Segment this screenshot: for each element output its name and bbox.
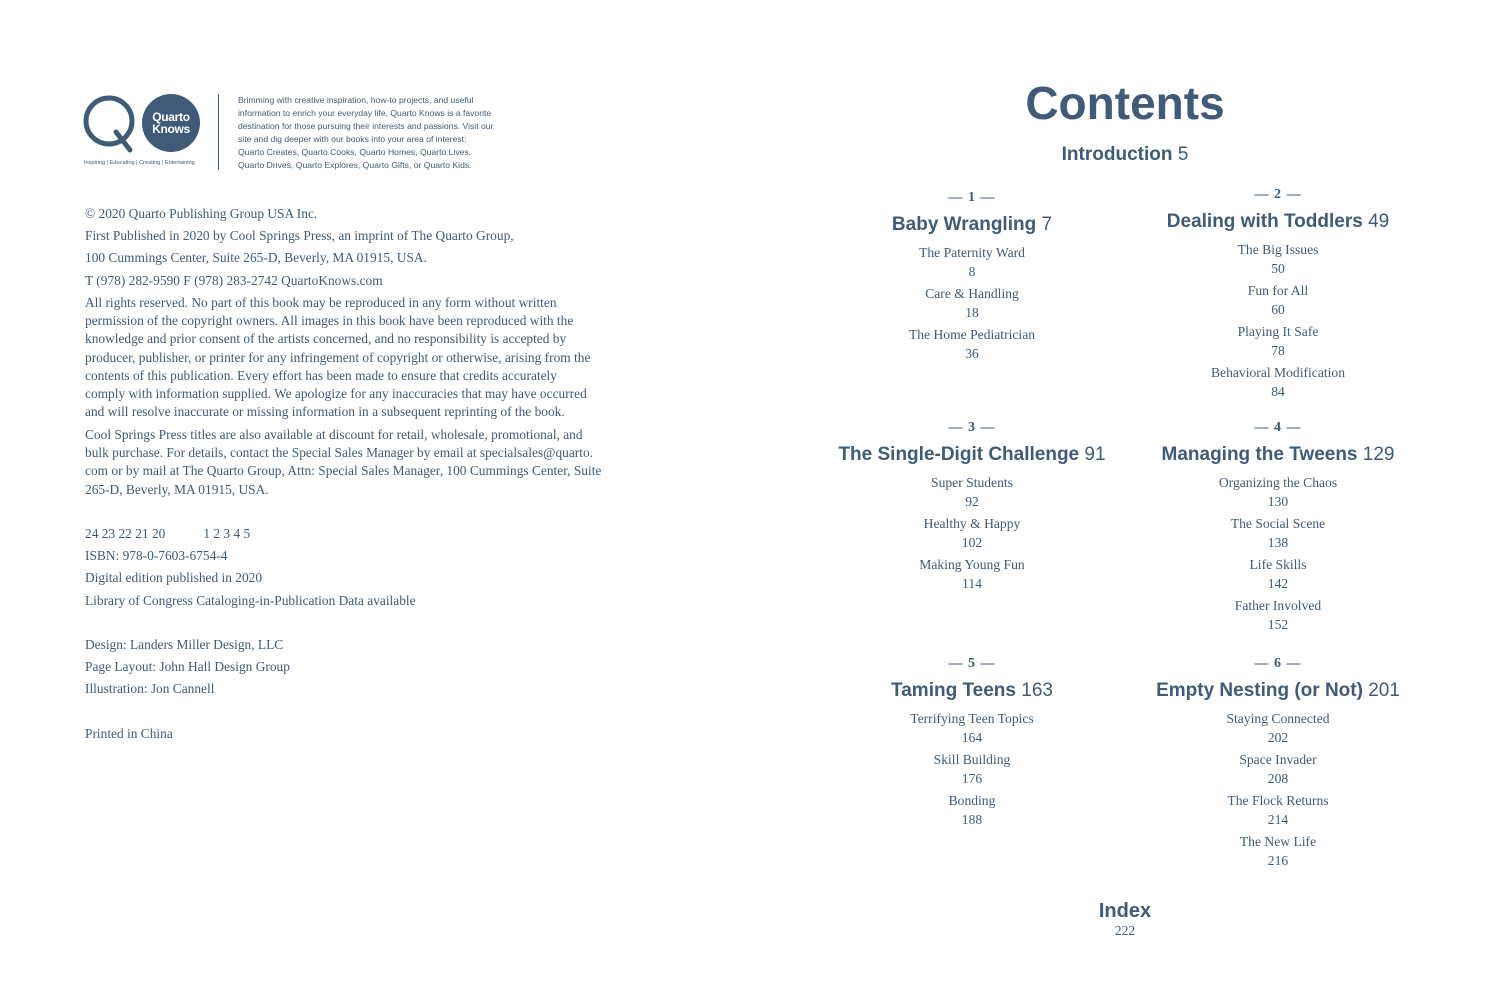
section-title[interactable]: Playing It Safe (1237, 324, 1319, 339)
chapter-sections (1128, 241, 1428, 401)
chapter-title-text: Empty Nesting (or Not) (1156, 680, 1363, 701)
section-page: 208 (1267, 770, 1289, 786)
chapter-title[interactable] (1128, 211, 1428, 233)
section-page: 102 (961, 534, 983, 550)
page-layout-credit: Page Layout: John Hall Design Group (85, 659, 290, 675)
section-page: 60 (1271, 301, 1285, 317)
section-title[interactable]: Skill Building (933, 752, 1011, 767)
section-page: 130 (1267, 493, 1289, 509)
blurb-line: information to enrich your everyday life, Quarto Knows is a favorite (238, 108, 492, 118)
rights-line: All rights reserved. No part of this book may be reproduced in any form without written (85, 295, 557, 310)
rights-line: comply with information supplied. We apologize for any inaccuracies that may have occurred (85, 386, 587, 402)
logo-tagline: Inspiring | Educating | Creating | Entertaining (84, 160, 195, 166)
blurb-line: Quarto Drives, Quarto Explores, Quarto Gifts, or Quarto Kids. (238, 160, 472, 170)
section-title[interactable]: Life Skills (1249, 557, 1307, 572)
chapter-number: — 3 — (948, 420, 996, 435)
chapter-number: — 4 — (1254, 420, 1302, 435)
blurb-line: Quarto Creates, Quarto Cooks, Quarto Homes, Quarto Lives, (238, 147, 472, 157)
section-page: 84 (1271, 383, 1285, 399)
intro-page: 5 (1177, 144, 1189, 165)
section-page: 92 (965, 493, 979, 509)
chapter-title-text: Baby Wrangling (891, 214, 1037, 235)
section-title[interactable]: Organizing the Chaos (1218, 475, 1338, 490)
q-letter-icon (82, 92, 138, 154)
chapter-sections (822, 474, 1122, 593)
chapter-page: 201 (1368, 680, 1400, 701)
chapter-sections (822, 710, 1122, 829)
loc-line: Library of Congress Cataloging-in-Publication Data available (85, 592, 416, 608)
chapter-title[interactable] (1128, 444, 1428, 466)
sales-line: bulk purchase. For details, contact the Special Sales Manager by email at specialsales@quarto. (85, 445, 593, 461)
first-published-line: First Published in 2020 by Cool Springs Press, an imprint of The Quarto Group, (85, 228, 514, 244)
section-page: 142 (1267, 575, 1289, 591)
chapter-sections (1128, 474, 1428, 634)
rights-line: knowledge and prior consent of the artists concerned, and no responsibility is accepted by (85, 331, 567, 347)
section-title[interactable]: Terrifying Teen Topics (910, 711, 1034, 726)
chapter-title-text: Taming Teens (891, 680, 1016, 701)
toc-index[interactable] (1075, 900, 1175, 939)
chapter-page: 163 (1021, 680, 1053, 701)
address-line: 100 Cummings Center, Suite 265-D, Beverly, MA 01915, USA. (85, 250, 427, 266)
sales-line: Cool Springs Press titles are also available at discount for retail, wholesale, promotional, and (85, 427, 583, 442)
chapter-title[interactable] (822, 444, 1122, 466)
phone-line: T (978) 282-9590 F (978) 283-2742 QuartoKnows.com (85, 272, 383, 288)
credits (85, 636, 675, 699)
rights-paragraph (85, 294, 675, 421)
toc-chapter (1128, 187, 1428, 405)
section-title[interactable]: Father Involved (1234, 598, 1322, 613)
section-page: 216 (1267, 852, 1289, 868)
chapter-title-text: The Single-Digit Challenge (838, 444, 1080, 465)
rights-line: contents of this publication. Every effort has been made to ensure that credits accurately (85, 367, 557, 383)
blurb-line: Brimming with creative inspiration, how-to projects, and useful (238, 95, 474, 105)
copyright-line: © 2020 Quarto Publishing Group USA Inc. (85, 206, 318, 221)
blurb-line: site and dig deeper with our books into your area of interest: (238, 134, 467, 144)
contents-heading-wrap (1000, 76, 1250, 130)
section-page: 176 (961, 770, 983, 786)
logo-divider (218, 94, 219, 170)
sales-paragraph (85, 426, 675, 499)
rights-line: and will resolve inaccurate or missing information in a subsequent reprinting of the book. (85, 404, 565, 420)
printed-info (85, 725, 675, 743)
quarto-knows-logo (82, 92, 204, 172)
section-title[interactable]: The Paternity Ward (919, 245, 1025, 260)
chapter-title[interactable] (822, 214, 1122, 236)
chapter-title[interactable] (822, 680, 1122, 702)
chapter-number: — 6 — (1254, 656, 1302, 671)
section-page: 8 (968, 263, 976, 279)
quarto-knows-badge (142, 94, 200, 152)
chapter-sections (822, 244, 1122, 363)
toc-chapter (1128, 656, 1428, 874)
chapter-title-text: Managing the Tweens (1161, 444, 1358, 465)
toc-chapter (822, 190, 1122, 367)
section-title[interactable]: Bonding (948, 793, 996, 808)
section-title[interactable]: Behavioral Modification (1210, 365, 1345, 380)
sales-line: 265-D, Beverly, MA 01915, USA. (85, 481, 269, 497)
section-title[interactable]: Healthy & Happy (923, 516, 1021, 531)
section-page: 78 (1271, 342, 1285, 358)
rights-line: permission of the copyright owners. All images in this book have been reproduced with the (85, 313, 574, 329)
chapter-number: — 2 — (1254, 187, 1302, 202)
contents-page (750, 0, 1500, 1000)
chapter-page: 49 (1368, 211, 1390, 232)
print-runs: 1 2 3 4 5 (203, 526, 251, 541)
chapter-number: — 5 — (948, 656, 996, 671)
section-title[interactable]: The Home Pediatrician (908, 327, 1036, 342)
illustration-credit: Illustration: Jon Cannell (85, 681, 215, 697)
chapter-title-text: Dealing with Toddlers (1166, 211, 1363, 232)
index-label: Index (1098, 900, 1152, 922)
section-page: 50 (1271, 260, 1285, 276)
section-page: 138 (1267, 534, 1289, 550)
logo-badge-line1: Quarto (152, 110, 190, 124)
intro-label: Introduction (1061, 144, 1173, 165)
chapter-title[interactable] (1128, 680, 1428, 702)
section-title[interactable]: The Big Issues (1237, 242, 1319, 257)
section-page: 164 (961, 729, 983, 745)
design-credit: Design: Landers Miller Design, LLC (85, 637, 284, 652)
section-title[interactable]: Super Students (931, 475, 1013, 490)
section-page: 18 (965, 304, 979, 320)
printed-line: Printed in China (85, 726, 173, 741)
section-page: 36 (965, 345, 979, 361)
chapter-page: 91 (1084, 444, 1106, 465)
logo-badge-line2: Knows (152, 122, 190, 136)
chapter-number: — 1 — (948, 190, 996, 205)
contents-title: Contents (1025, 77, 1225, 129)
toc-chapter (822, 420, 1122, 597)
toc-chapter (822, 656, 1122, 833)
publisher-info (85, 205, 675, 294)
rights-line: producer, publisher, or printer for any infringement of copyright or otherwise, arising from the (85, 349, 591, 365)
section-title[interactable]: Care & Handling (925, 286, 1019, 301)
section-page: 188 (961, 811, 983, 827)
quarto-blurb (238, 94, 538, 172)
blurb-line: destination for those pursuing their interests and passions. Visit our (238, 121, 494, 131)
index-page: 222 (1114, 923, 1136, 938)
section-title[interactable]: Making Young Fun (919, 557, 1025, 572)
print-years: 24 23 22 21 20 (85, 526, 166, 541)
edition-info (85, 525, 675, 610)
isbn-line: ISBN: 978-0-7603-6754-4 (85, 548, 228, 564)
chapter-sections (1128, 710, 1428, 870)
section-title[interactable]: Space Invader (1239, 752, 1317, 767)
section-page: 202 (1267, 729, 1289, 745)
section-title[interactable]: The Social Scene (1230, 516, 1326, 531)
digital-edition-line: Digital edition published in 2020 (85, 570, 263, 586)
print-line (85, 525, 675, 543)
toc-introduction[interactable] (1000, 144, 1250, 166)
chapter-page: 7 (1041, 214, 1053, 235)
chapter-page: 129 (1362, 444, 1395, 465)
section-page: 214 (1267, 811, 1289, 827)
section-page: 114 (962, 575, 982, 591)
toc-chapter (1128, 420, 1428, 638)
section-page: 152 (1267, 616, 1289, 632)
section-title[interactable]: The Flock Returns (1227, 793, 1329, 808)
sales-line: com or by mail at The Quarto Group, Attn: Special Sales Manager, 100 Cummings Center, Suite (85, 463, 602, 479)
section-title[interactable]: Staying Connected (1226, 711, 1330, 726)
section-title[interactable]: Fun for All (1247, 283, 1309, 298)
section-title[interactable]: The New Life (1239, 834, 1317, 849)
